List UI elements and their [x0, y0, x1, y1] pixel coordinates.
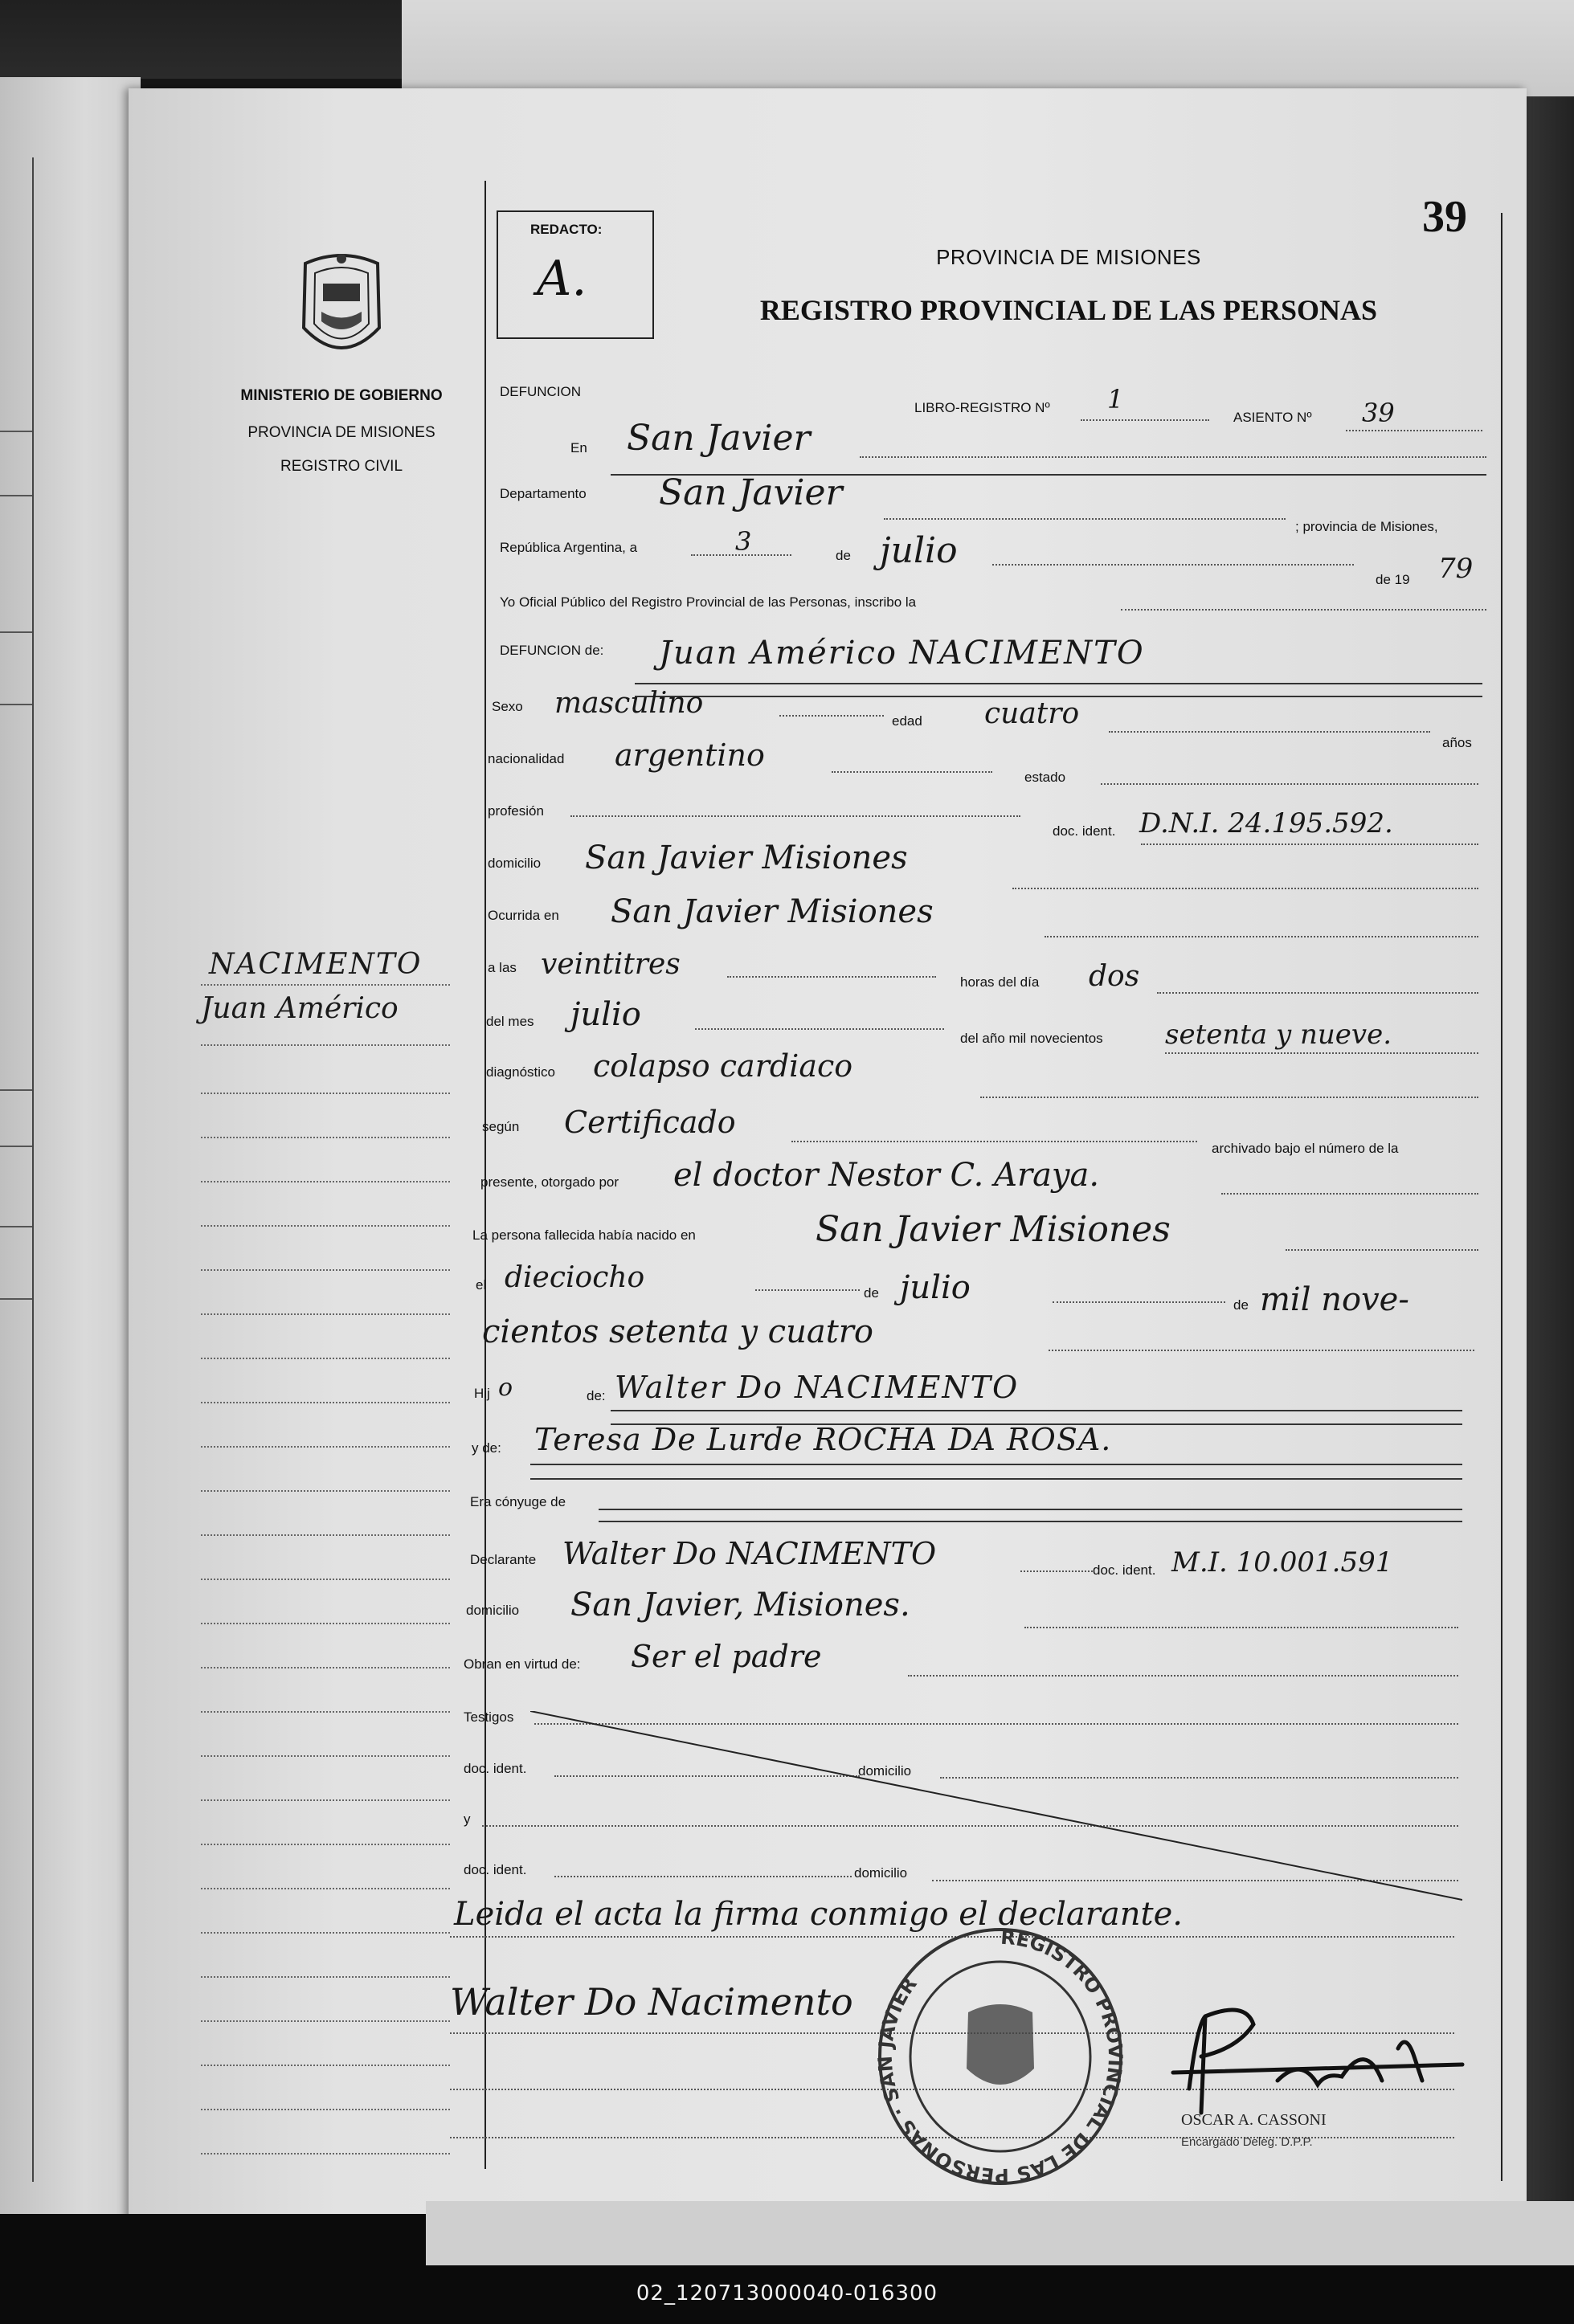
- page-number: 39: [1422, 192, 1467, 242]
- ocurrida-value: San Javier Misiones: [611, 893, 934, 930]
- alas-value: veintitres: [541, 948, 681, 981]
- province-heading: PROVINCIA DE MISIONES: [936, 245, 1201, 269]
- diagnostico-label: diagnóstico: [486, 1064, 556, 1080]
- declarante-domicilio-value: San Javier, Misiones.: [570, 1587, 910, 1624]
- nacimiento-year-1: mil nove-: [1260, 1281, 1409, 1318]
- domicilio-value: San Javier Misiones: [585, 839, 908, 876]
- hijo-de-label: de:: [587, 1388, 606, 1403]
- segun-value: Certificado: [564, 1105, 736, 1140]
- de-label-1: de: [836, 548, 851, 563]
- declarante-doc-value: M.I. 10.001.591: [1171, 1546, 1393, 1579]
- coat-of-arms-icon: [289, 247, 394, 368]
- mes-label: del mes: [486, 1014, 534, 1029]
- doc-ident-value: D.N.I. 24.195.592.: [1139, 807, 1393, 839]
- background-paper-top: [402, 0, 1574, 96]
- de-label-2: de: [864, 1285, 879, 1301]
- declarante-label: Declarante: [470, 1552, 537, 1567]
- nacionalidad-label: nacionalidad: [488, 751, 565, 766]
- de-year-label: de 19: [1376, 572, 1410, 587]
- right-frame-rule: [1501, 213, 1502, 2181]
- archivado-label: archivado bajo el número de la: [1212, 1141, 1399, 1156]
- record-type: DEFUNCION: [500, 384, 582, 399]
- depto-value: San Javier: [659, 472, 843, 513]
- de-label-3: de: [1233, 1297, 1249, 1313]
- testigos-cross-line: [530, 1711, 1462, 1904]
- official-title: Encargado Deleg. D.P.P.: [1181, 2135, 1313, 2149]
- doc-ident-label: doc. ident.: [1053, 823, 1116, 839]
- day-value: 3: [735, 526, 752, 557]
- doc-ident-1: doc. ident.: [464, 1761, 527, 1776]
- anos-label: años: [1442, 735, 1472, 750]
- anio-value: setenta y nueve.: [1165, 1019, 1392, 1051]
- file-label: 02_120713000040-016300: [636, 2281, 938, 2306]
- doc-ident-2: doc. ident.: [464, 1862, 527, 1877]
- el-value: dieciocho: [505, 1261, 645, 1294]
- edad-label: edad: [892, 713, 922, 729]
- en-value: San Javier: [627, 418, 811, 459]
- libro-label: LIBRO-REGISTRO Nº: [914, 400, 1050, 415]
- redacto-initial: A.: [537, 251, 587, 307]
- republica-label: República Argentina, a: [500, 540, 638, 555]
- profesion-label: profesión: [488, 803, 544, 819]
- mother-name: Teresa De Lurde ROCHA DA ROSA.: [534, 1422, 1112, 1457]
- obran-label: Obran en virtud de:: [464, 1656, 581, 1672]
- asiento-label: ASIENTO Nº: [1233, 410, 1312, 425]
- edad-value: cuatro: [984, 697, 1080, 730]
- asiento-value: 39: [1362, 398, 1395, 428]
- hijo-label: Hij: [474, 1386, 490, 1401]
- yde-label: y de:: [472, 1440, 501, 1456]
- presente-label: presente, otorgado por: [480, 1174, 619, 1190]
- registry-heading: REGISTRO PROVINCIAL DE LAS PERSONAS: [759, 294, 1378, 326]
- sexo-label: Sexo: [492, 699, 523, 714]
- ocurrida-label: Ocurrida en: [488, 908, 559, 923]
- deceased-name: Juan Américo NACIMENTO: [659, 635, 1145, 672]
- background-paper-bottom: [426, 2201, 1574, 2265]
- year-value: 79: [1438, 553, 1474, 585]
- libro-value: 1: [1107, 384, 1124, 415]
- conyuge-label: Era cónyuge de: [470, 1494, 566, 1509]
- closing-text: Leida el acta la firma conmigo el declarante.: [454, 1896, 1183, 1933]
- segun-label: según: [482, 1119, 520, 1134]
- en-label: En: [570, 440, 587, 455]
- declarante-doc-label: doc. ident.: [1093, 1562, 1156, 1578]
- mes-value: julio: [570, 996, 641, 1033]
- declarante-value: Walter Do NACIMENTO: [562, 1536, 937, 1571]
- nacido-label: La persona fallecida había nacido en: [472, 1227, 696, 1243]
- month-value: julio: [880, 530, 958, 571]
- civil-registry: REGISTRO CIVIL: [280, 458, 403, 475]
- father-name: Walter Do NACIMENTO: [615, 1370, 1020, 1405]
- estado-label: estado: [1024, 770, 1066, 785]
- margin-surname: NACIMENTO: [209, 948, 423, 981]
- dia-value: dos: [1089, 960, 1140, 993]
- redacto-label: REDACTO:: [530, 222, 603, 237]
- domicilio-1: domicilio: [858, 1763, 912, 1779]
- nacionalidad-value: argentino: [615, 737, 765, 773]
- registry-stamp-icon: [872, 1924, 1129, 2189]
- ministry-name: MINISTERIO DE GOBIERNO: [240, 387, 443, 404]
- nacimiento-year-2: cientos setenta y cuatro: [482, 1313, 873, 1350]
- y-label: y: [464, 1811, 471, 1827]
- oficial-text: Yo Oficial Público del Registro Provincial de las Personas, inscribo la: [500, 594, 917, 610]
- declarant-signature: Walter Do Nacimento: [450, 1980, 853, 2024]
- hijo-suffix: o: [498, 1374, 513, 1402]
- domicilio-label: domicilio: [488, 856, 542, 871]
- sexo-value: masculino: [554, 687, 704, 720]
- ministry-province: PROVINCIA DE MISIONES: [247, 424, 435, 441]
- redacto-box: [497, 210, 654, 339]
- previous-page: [0, 77, 141, 2214]
- defuncion-de-label: DEFUNCION de:: [500, 643, 604, 658]
- domicilio-2: domicilio: [854, 1865, 908, 1881]
- anio-label: del año mil novecientos: [960, 1031, 1103, 1046]
- nacido-value: San Javier Misiones: [816, 1209, 1171, 1250]
- provincia-suffix: ; provincia de Misiones,: [1295, 519, 1438, 534]
- official-signature-icon: [1157, 1992, 1478, 2129]
- declarante-domicilio-label: domicilio: [466, 1603, 520, 1618]
- horas-label: horas del día: [960, 974, 1040, 990]
- stamp-text: REGISTRO PROVINCIAL DE LAS PERSONAS · SAN JAVIER: [873, 1926, 1127, 2187]
- el-label: el: [476, 1277, 487, 1293]
- depto-label: Departamento: [500, 486, 587, 501]
- alas-label: a las: [488, 960, 517, 975]
- testigos-label: Testigos: [464, 1709, 514, 1725]
- obran-value: Ser el padre: [631, 1639, 822, 1674]
- official-name: OSCAR A. CASSONI: [1181, 2111, 1327, 2129]
- nacimiento-month: julio: [900, 1269, 971, 1306]
- presente-value: el doctor Nestor C. Araya.: [673, 1157, 1100, 1194]
- margin-given-names: Juan Américo: [201, 992, 399, 1025]
- diagnostico-value: colapso cardiaco: [593, 1048, 853, 1084]
